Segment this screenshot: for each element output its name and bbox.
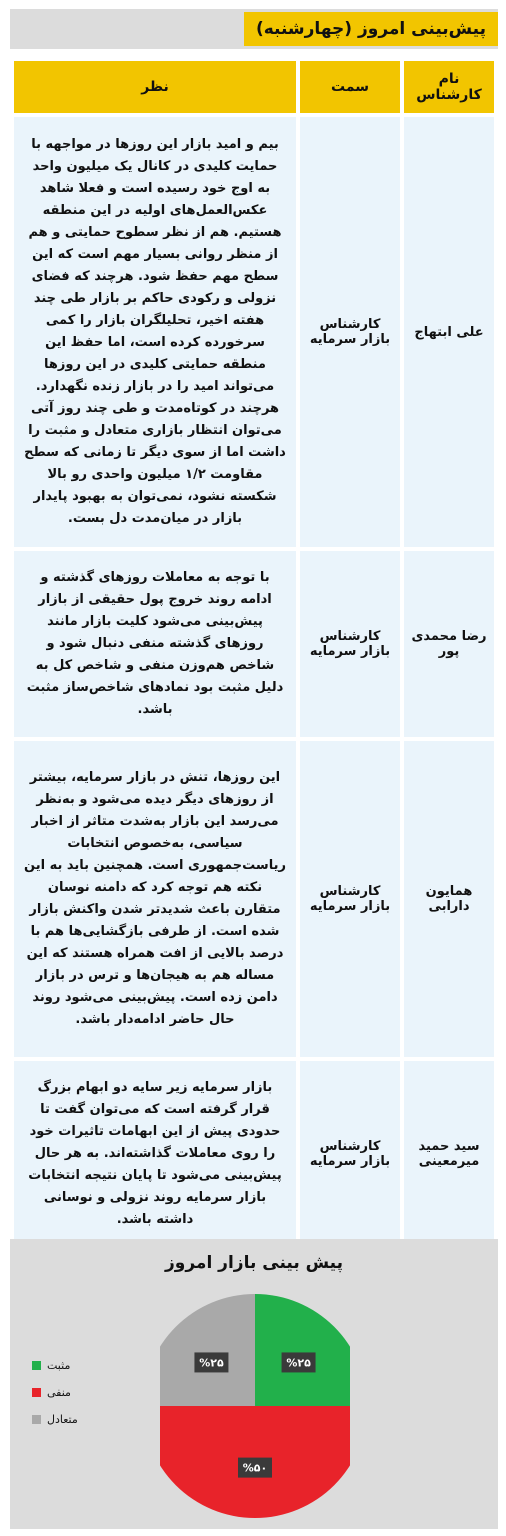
legend-swatch [32, 1415, 41, 1424]
header-opinion: نظر [14, 61, 296, 113]
header-position: سمت [300, 61, 400, 113]
expert-name: رضا محمدی پور [404, 551, 494, 737]
page-title: پیش‌بینی امروز (چهارشنبه) [244, 12, 498, 46]
legend-item-neutral [32, 1413, 78, 1426]
slice-label [238, 1458, 272, 1478]
expert-position: کارشناس بازار سرمایه [300, 1061, 400, 1247]
expert-opinion: بازار سرمایه زیر سایه دو ابهام بزرگ قرار گرفته است که می‌توان گفت تا حدودی پیش از این ابهامات تاثیرات خود را روی معاملات گذاشته‌اند. به هر حال پیش‌بینی می‌شود تا پایان نتیجه انتخابات بازار سرمایه روند نزولی و نوسانی داشته باشد. [14, 1061, 296, 1247]
expert-name: سید حمید میرمعینی [404, 1061, 494, 1247]
table-row [14, 117, 494, 547]
table-row [14, 1061, 494, 1247]
legend-label: متعادل [47, 1413, 78, 1426]
pie-chart [160, 1294, 350, 1519]
table-header-row [14, 61, 494, 113]
chart-title: پیش بینی بازار امروز [164, 1253, 344, 1273]
table-row [14, 741, 494, 1057]
slice-label [282, 1352, 316, 1372]
expert-name: علی ابتهاج [404, 117, 494, 547]
legend-item-negative [32, 1386, 78, 1399]
legend-swatch [32, 1388, 41, 1397]
pie-slice [160, 1294, 255, 1406]
slice-value-text: %۲۵ [286, 1356, 311, 1370]
legend-label: منفی [47, 1386, 71, 1399]
expert-opinion: این روزها، تنش در بازار سرمایه، بیشتر از روزهای دیگر دیده می‌شود و به‌نظر می‌رسد این بازار به‌شدت متاثر از اخبار سیاسی، به‌خصوص انتخابات ریاست‌جمهوری است. همچنین باید به این نکته هم توجه کرد که دامنه نوسان متقارن باعث شدید‌تر شدن واکنش بازار شده است. از طرفی بازگشایی‌ها هم با درصد بالایی از افت همراه هستند که این مساله هم به هیجان‌ها و ترس در بازار دامن زده است. پیش‌بینی می‌شود روند حال حاضر ادامه‌دار باشد. [14, 741, 296, 1057]
pie-slice [255, 1294, 350, 1406]
table-row [14, 551, 494, 737]
expert-opinion: با توجه به معاملات روزهای گذشته و ادامه روند خروج پول حقیقی از بازار پیش‌بینی می‌شود کلیت بازار مانند روزهای گذشته منفی دنبال شود و شاخص هم‌وزن منفی و شاخص کل به دلیل مثبت بود نمادهای شاخص‌ساز مثبت باشد. [14, 551, 296, 737]
chart-legend [32, 1359, 78, 1440]
legend-swatch [32, 1361, 41, 1370]
predictions-table [10, 57, 498, 1251]
expert-position: کارشناس بازار سرمایه [300, 551, 400, 737]
slice-label [194, 1352, 228, 1372]
header-name: نام کارشناس [404, 61, 494, 113]
expert-name: همایون دارابی [404, 741, 494, 1057]
slice-value-text: %۲۵ [199, 1356, 224, 1370]
legend-item-positive [32, 1359, 78, 1372]
pie-chart-panel [10, 1239, 498, 1529]
expert-position: کارشناس بازار سرمایه [300, 741, 400, 1057]
expert-position: کارشناس بازار سرمایه [300, 117, 400, 547]
title-bar [10, 9, 498, 49]
slice-value-text: %۵۰ [242, 1461, 268, 1475]
legend-label: مثبت [47, 1359, 71, 1372]
expert-opinion: بیم و امید بازار این روزها در مواجهه با حمایت کلیدی در کانال یک میلیون واحد به اوج خود رسیده است و فعلا شاهد عکس‌العمل‌های اولیه در این منطقه هستیم. هم از نظر سطوح حمایتی و هم از منظر روانی بسیار مهم است که این سطح مهم حفظ شود. هرچند که فضای نزولی و رکودی حاکم بر بازار طی چند هفته اخیر، تحلیلگران بازار را کمی سرخورده کرده است، اما حفظ این منطقه حمایتی کلیدی در این روزها می‌تواند امید را در بازار زنده نگهدارد. هرچند در کوتاه‌مدت و طی چند روز آتی می‌توان انتظار بازاری متعادل و مثبت را داشت اما از سوی دیگر تا زمانی که سطح مقاومت ۱/۲ میلیون واحدی رو بالا شکسته نشود، نمی‌توان به بهبود پایدار بازار در میان‌مدت دل بست. [14, 117, 296, 547]
